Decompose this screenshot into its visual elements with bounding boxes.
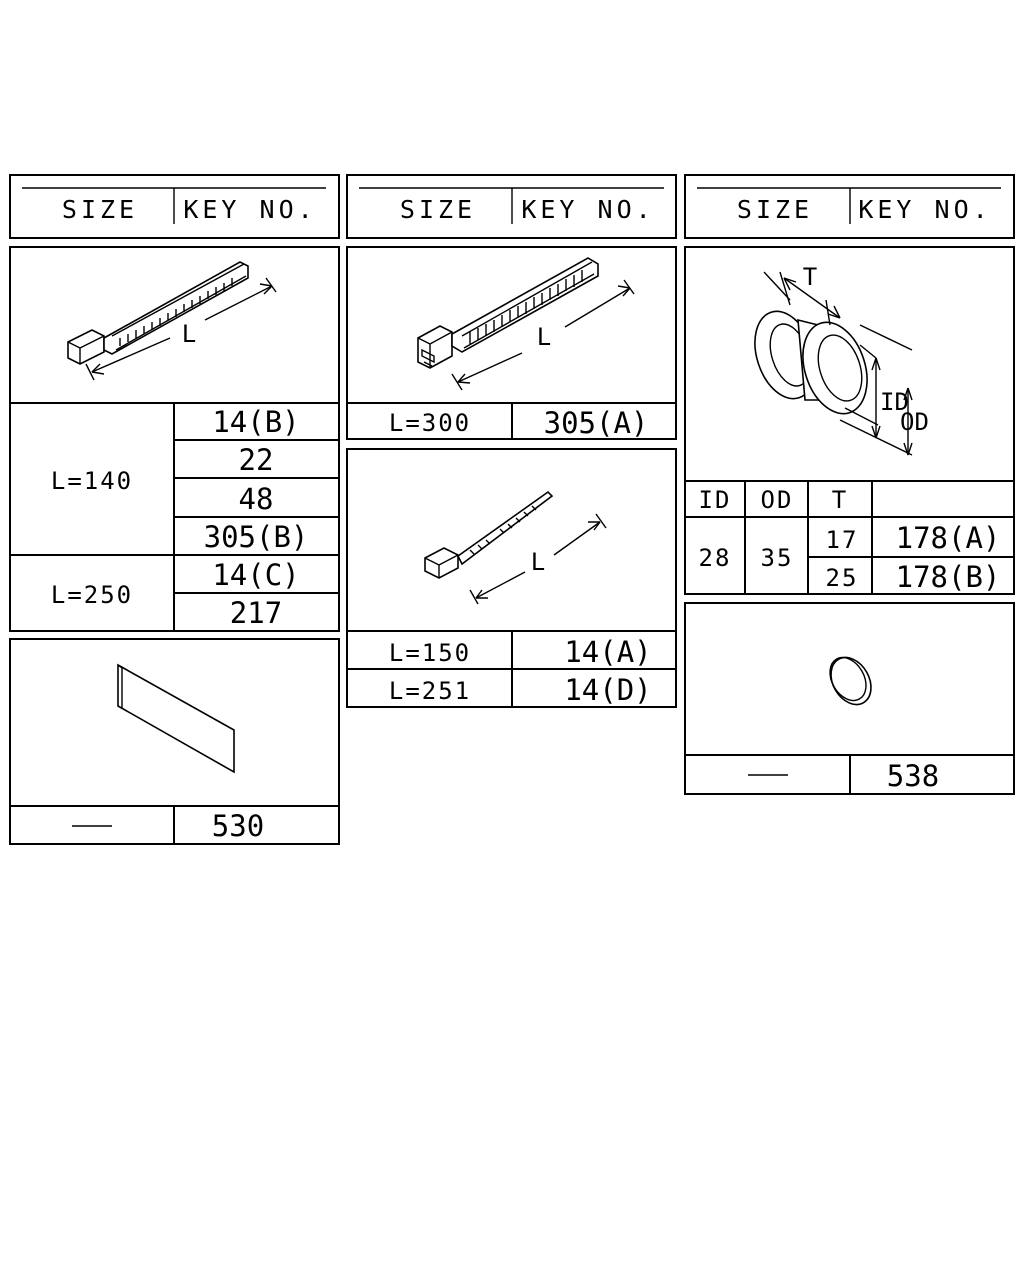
col1-pad-section [10, 639, 339, 844]
dimension-od-label: OD [900, 408, 929, 436]
key-no: 305(B) [203, 520, 309, 554]
dimension-l-label: L [536, 323, 552, 351]
col-header-id: ID [698, 486, 732, 514]
header-col1 [10, 175, 339, 238]
key-no: 22 [238, 443, 274, 477]
col3-grommet-section [685, 247, 1014, 594]
key-no: 14(D) [564, 673, 652, 707]
header-size-label: SIZE [736, 195, 814, 224]
header-col2 [347, 175, 676, 238]
key-no: 305(A) [543, 406, 649, 440]
cable-tie-illustration [418, 258, 634, 390]
header-key-label: KEY NO. [183, 195, 317, 224]
header-size-label: SIZE [399, 195, 477, 224]
col-header-od: OD [760, 486, 794, 514]
size-l251: L=251 [388, 677, 472, 705]
adhesive-pad-illustration [118, 665, 234, 772]
col1-tie-section [10, 247, 339, 631]
key-no: 14(C) [212, 558, 300, 592]
dimension-id-label: ID [880, 388, 909, 416]
size-l150: L=150 [388, 639, 472, 667]
key-no: 530 [211, 809, 265, 843]
col2-tie-section [347, 247, 676, 440]
header-key-label: KEY NO. [858, 195, 992, 224]
size-l140: L=140 [50, 467, 134, 495]
key-no: 217 [229, 596, 283, 630]
header-size-label: SIZE [61, 195, 139, 224]
key-no: 14(B) [212, 405, 300, 439]
size-l300: L=300 [388, 409, 472, 437]
header-col3 [685, 175, 1014, 238]
key-no: 178(B) [895, 560, 1001, 594]
cable-tie-illustration [68, 262, 276, 380]
dimension-l-label: L [530, 548, 546, 576]
col-header-t: T [831, 486, 849, 514]
value-od: 35 [760, 544, 794, 572]
size-l250: L=250 [50, 581, 134, 609]
key-no: 48 [238, 482, 274, 516]
header-key-label: KEY NO. [521, 195, 655, 224]
value-id: 28 [698, 544, 732, 572]
small-cable-tie-illustration [425, 492, 606, 604]
col2-small-tie-section [347, 449, 676, 707]
key-no: 14(A) [564, 635, 652, 669]
value-t: 17 [825, 526, 859, 554]
value-t: 25 [825, 564, 859, 592]
key-no: 538 [886, 759, 940, 793]
col3-plug-section [685, 603, 1014, 794]
dimension-l-label: L [181, 320, 197, 348]
dimension-t-label: T [802, 263, 818, 291]
plug-illustration [823, 650, 879, 711]
grommet-illustration [744, 263, 928, 455]
key-no: 178(A) [895, 521, 1001, 555]
